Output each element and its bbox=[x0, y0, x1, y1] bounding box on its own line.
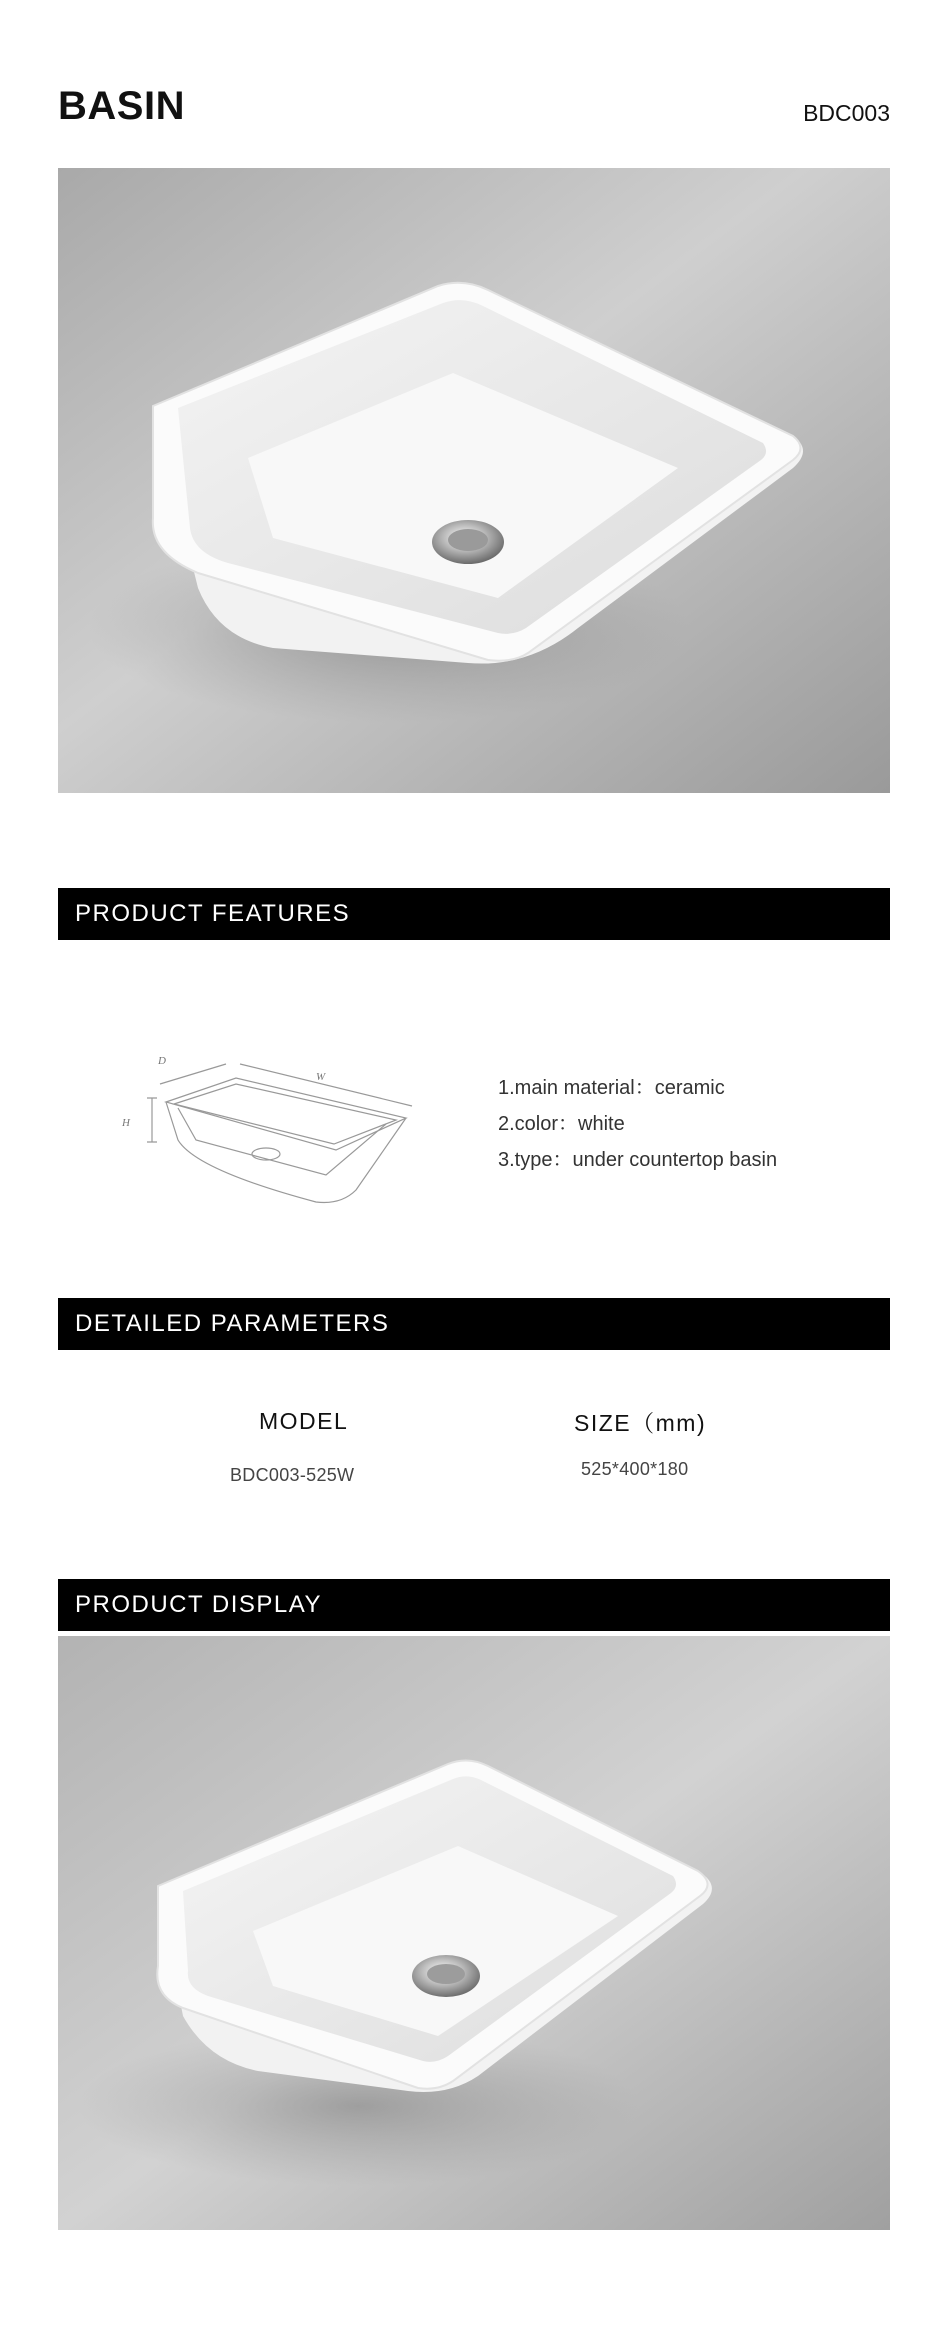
basin-dimension-sketch bbox=[116, 1020, 426, 1220]
param-value-model: BDC003-525W bbox=[230, 1465, 355, 1485]
section-bar-features bbox=[58, 888, 890, 940]
section-title-display: PRODUCT DISPLAY bbox=[75, 1591, 322, 1618]
product-photo-main bbox=[58, 168, 890, 793]
section-bar-display bbox=[58, 1579, 890, 1631]
param-header-size: SIZE（mm) bbox=[574, 1410, 707, 1436]
section-bar-parameters bbox=[58, 1298, 890, 1350]
sketch-label-h: H bbox=[122, 1117, 130, 1129]
section-title-parameters: DETAILED PARAMETERS bbox=[75, 1310, 390, 1337]
product-photo-display bbox=[58, 1636, 890, 2230]
feature-item-material: 1.main material：ceramic bbox=[498, 1077, 725, 1099]
sketch-label-d: D bbox=[158, 1055, 166, 1067]
feature-item-type: 3.type：under countertop basin bbox=[498, 1149, 778, 1171]
param-value-size: 525*400*180 bbox=[581, 1459, 689, 1479]
features-list bbox=[498, 1070, 777, 1178]
param-header-model: MODEL bbox=[259, 1408, 349, 1434]
page-title: BASIN bbox=[58, 84, 185, 128]
section-title-features: PRODUCT FEATURES bbox=[75, 900, 351, 927]
sketch-label-w: W bbox=[316, 1071, 326, 1083]
feature-item-color: 2.color：white bbox=[498, 1113, 625, 1135]
product-code: BDC003 bbox=[803, 100, 890, 126]
